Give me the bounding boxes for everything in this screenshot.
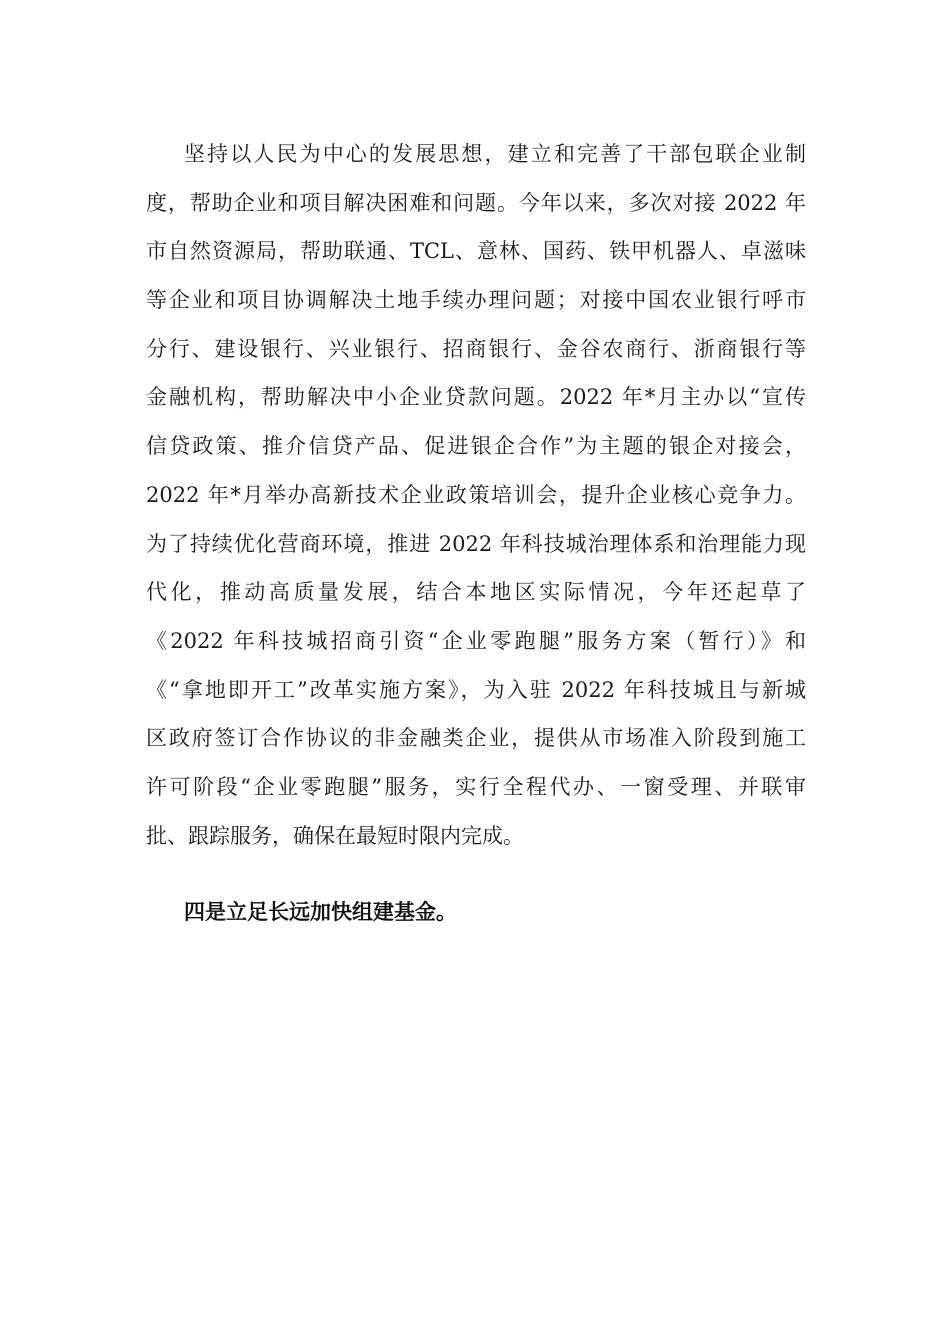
section-heading: 四是立足长远加快组建基金。 [184,900,457,924]
paragraph-line: 2022 年*月举办高新技术企业政策培训会，提升企业核心竞争力。 [146,482,806,507]
paragraph-line: 市自然资源局，帮助联通、TCL、意林、国药、铁甲机器人、卓滋味 [146,239,806,264]
paragraph-line: 《“拿地即开工”改革实施方案》，为入驻 2022 年科技城且与新城 [146,677,806,702]
paragraph-line: 许可阶段“企业零跑腿”服务，实行全程代办、一窗受理、并联审 [146,774,806,799]
paragraph-line: 信贷政策、推介信贷产品、促进银企合作”为主题的银企对接会， [146,434,806,459]
paragraph-line: 区政府签订合作协议的非金融类企业，提供从市场准入阶段到施工 [146,726,806,751]
paragraph-line: 《2022 年科技城招商引资“企业零跑腿”服务方案（暂行）》和 [146,628,806,653]
paragraph-line: 等企业和项目协调解决土地手续办理问题；对接中国农业银行呼市 [146,288,806,313]
body-paragraph [146,136,806,866]
paragraph-line: 为了持续优化营商环境，推进 2022 年科技城治理体系和治理能力现 [146,531,806,556]
paragraph-line: 分行、建设银行、兴业银行、招商银行、金谷农商行、浙商银行等 [146,336,806,361]
paragraph-line: 度，帮助企业和项目解决困难和问题。今年以来，多次对接 2022 年 [146,190,806,215]
paragraph-line: 批、跟踪服务，确保在最短时限内完成。 [146,823,524,848]
paragraph-line: 代化，推动高质量发展，结合本地区实际情况，今年还起草了 [146,580,806,605]
paragraph-line: 坚持以人民为中心的发展思想，建立和完善了干部包联企业制 [184,142,806,166]
paragraph-line: 金融机构，帮助解决中小企业贷款问题。2022 年*月主办以“宣传 [146,385,806,410]
